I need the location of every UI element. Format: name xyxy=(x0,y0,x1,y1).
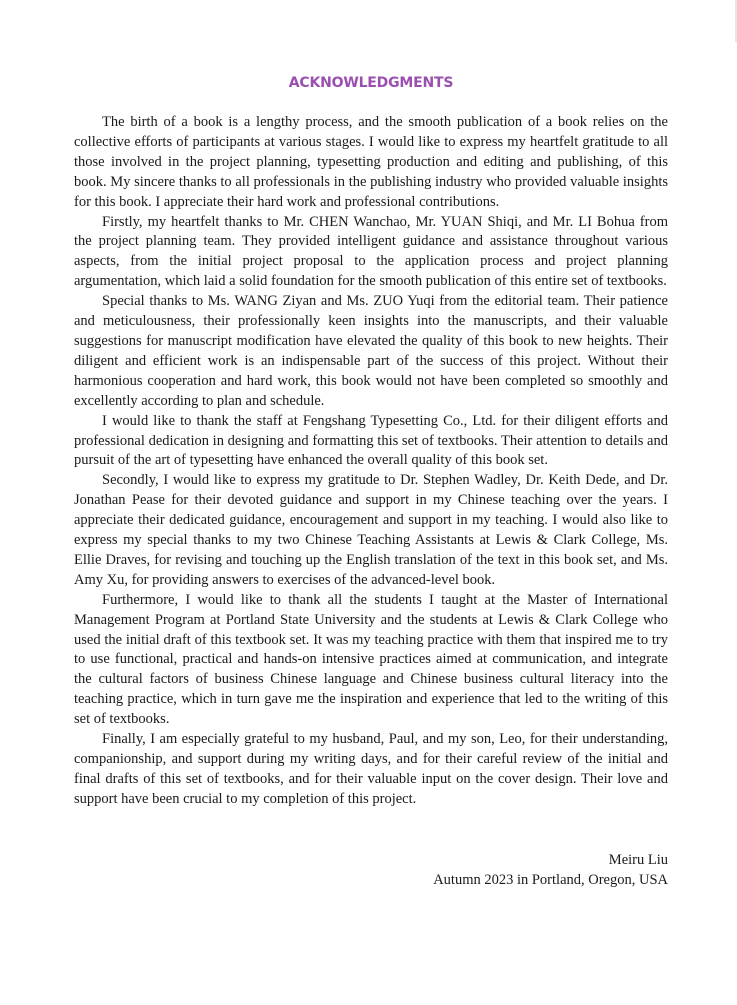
page-title: ACKNOWLEDGMENTS xyxy=(288,75,454,91)
place-and-date: Autumn 2023 in Portland, Oregon, USA xyxy=(433,872,668,888)
paragraph-intro: The birth of a book is a lengthy process, and the smooth publication of a book relies on the collective efforts of participants at various stages. I would like to express my heartfelt gratitude to all those involved in the project planning, typesetting production and editing and publishing, of this book. My sincere thanks to all professionals in the publishing industry who provided valuable insights for this book. I appreciate their hard work and professional contributions. xyxy=(74,114,668,210)
paragraph-mentors: Secondly, I would like to express my gratitude to Dr. Stephen Wadley, Dr. Keith Dede, and Dr. Jonathan Pease for their devoted guidance and support in my Chinese teaching over the years. I appreciate their dedicated guidance, encouragement and support in my teaching. I would also like to express my special thanks to my two Chinese Teaching Assistants at Lewis & Clark College, Ms. Ellie Draves, for revising and touching up the English translation of the text in this book set, and Ms. Amy Xu, for providing answers to exercises of the advanced-level book. xyxy=(74,472,668,588)
signature-block xyxy=(74,850,668,890)
paragraph-typesetting: I would like to thank the staff at Fengshang Typesetting Co., Ltd. for their diligent efforts and professional dedication in designing and formatting this set of textbooks. Their attention to details and pursuit of the art of typesetting have enhanced the overall quality of this book set. xyxy=(74,412,668,469)
paragraph-family: Finally, I am especially grateful to my husband, Paul, and my son, Leo, for their understanding, companionship, and support during my writing days, and for their careful review of the initial and final drafts of this set of textbooks, and for their valuable input on the cover design. Their love and support have been crucial to my completion of this project. xyxy=(74,731,668,807)
paragraph-editorial-team: Special thanks to Ms. WANG Ziyan and Ms. ZUO Yuqi from the editorial team. Their patience and meticulousness, their professionally keen insights into the manuscripts, and their valuable suggestions for manuscript modification have elevated the quality of this book to new heights. Their diligent and efficient work is an indispensable part of the success of this project. Without their harmonious cooperation and hard work, this book would not have been completed so smoothly and excellently according to plan and schedule. xyxy=(74,293,668,409)
acknowledgments-body xyxy=(74,113,668,810)
author-name: Meiru Liu xyxy=(608,852,668,868)
paragraph-students: Furthermore, I would like to thank all the students I taught at the Master of International Management Program at Portland State University and the students at Lewis & Clark College who used the initial draft of this textbook set. It was my teaching practice with them that inspired me to try to use functional, practical and hands-on intensive practices aimed at communication, and integrate the cultural factors of business Chinese language and Chinese business cultural literacy into the teaching practice, which in turn gave me the inspiration and experience that led to the writing of this set of textbooks. xyxy=(74,591,668,728)
paragraph-project-planning: Firstly, my heartfelt thanks to Mr. CHEN Wanchao, Mr. YUAN Shiqi, and Mr. LI Bohua from the project planning team. They provided intelligent guidance and assistance throughout various aspects, from the initial project proposal to the application process and project planning argumentation, which laid a solid foundation for the smooth publication of this entire set of textbooks. xyxy=(74,213,668,290)
